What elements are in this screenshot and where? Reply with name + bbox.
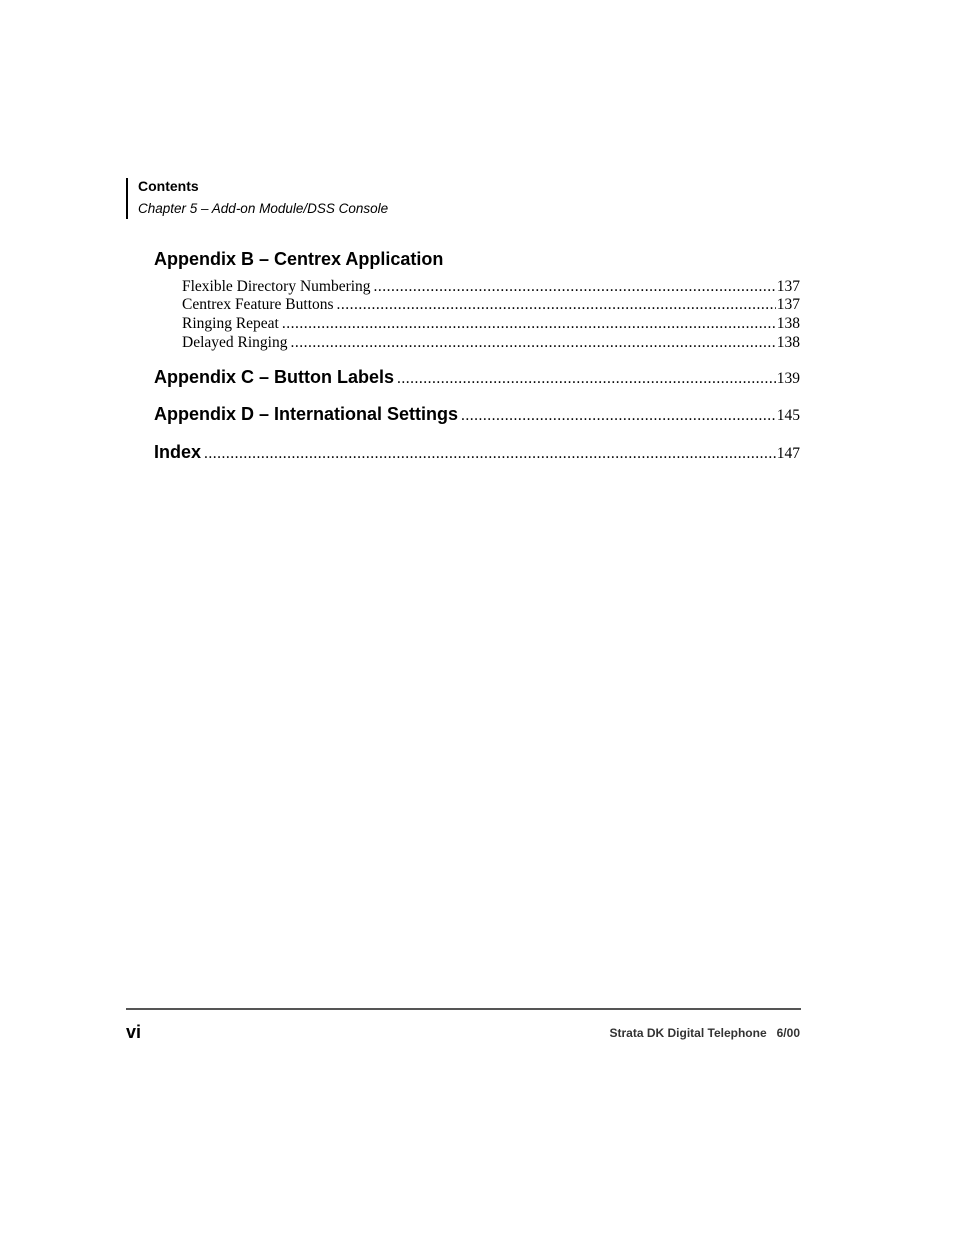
- dot-leader: [282, 314, 776, 333]
- running-header-chapter: Chapter 5 – Add-on Module/DSS Console: [138, 201, 389, 216]
- toc-entry[interactable]: [182, 277, 800, 296]
- toc-entry-label: Delayed Ringing: [182, 334, 288, 351]
- toc-entry-label: Flexible Directory Numbering: [182, 278, 371, 295]
- dot-leader: [290, 333, 775, 352]
- toc-entry-page: 137: [776, 278, 800, 295]
- toc-entry-label: Index: [154, 442, 202, 462]
- toc-entry-page: 147: [776, 445, 800, 462]
- footer-publication: [610, 1026, 801, 1041]
- toc-heading-appendix-b: Appendix B – Centrex Application: [154, 249, 444, 269]
- toc-entry-appendix-c[interactable]: [154, 366, 800, 390]
- toc-entry[interactable]: [182, 333, 800, 352]
- toc-entry-appendix-d[interactable]: [154, 403, 800, 427]
- toc-entry-page: 138: [776, 315, 800, 332]
- toc-entry-page: 139: [776, 370, 800, 387]
- footer-page-number: vi: [126, 1022, 142, 1042]
- toc-entry-index[interactable]: [154, 441, 800, 465]
- dot-leader: [204, 443, 776, 465]
- dot-leader: [461, 405, 776, 427]
- toc-entry-label: Centrex Feature Buttons: [182, 296, 334, 313]
- header-rule: [126, 178, 128, 219]
- footer-rule: [126, 1008, 801, 1010]
- toc-entry-page: 138: [776, 334, 800, 351]
- dot-leader: [397, 368, 776, 390]
- toc-entry-page: 137: [776, 296, 800, 313]
- footer-publication-text: Strata DK Digital Telephone 6/00: [609, 1026, 800, 1040]
- dot-leader: [374, 277, 776, 296]
- running-header-title: Contents: [138, 178, 199, 194]
- toc-entry-label: Appendix D – International Settings: [154, 404, 459, 424]
- dot-leader: [337, 295, 776, 314]
- toc-entry-page: 145: [776, 407, 800, 424]
- toc-entry-label: Ringing Repeat: [182, 315, 279, 332]
- toc-entry[interactable]: [182, 314, 800, 333]
- toc-entry-label: Appendix C – Button Labels: [154, 367, 395, 387]
- toc-entry[interactable]: [182, 295, 800, 314]
